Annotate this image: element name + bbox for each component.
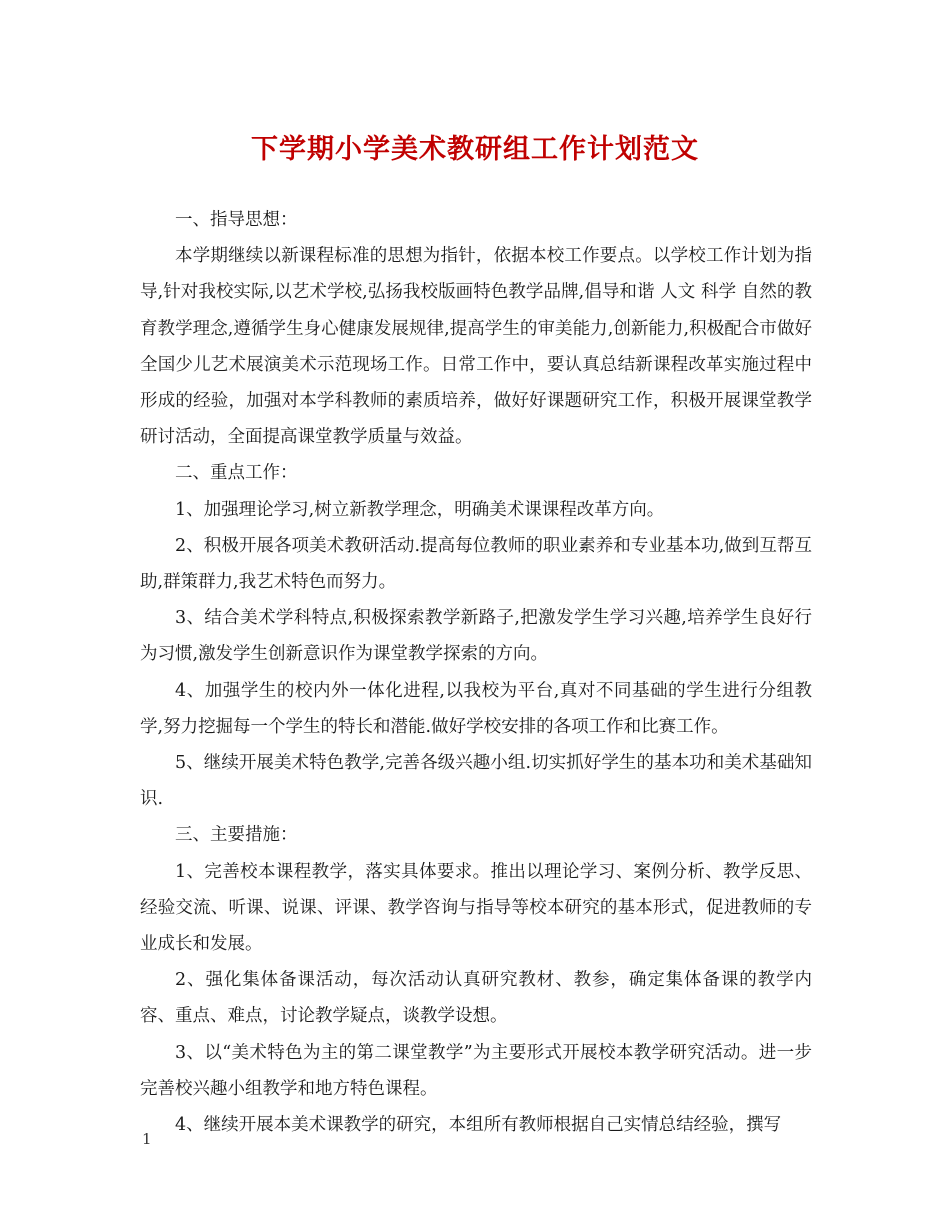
document-body [140,202,812,1143]
section-heading-guiding-thought: 一、指导思想： [175,210,298,230]
list-item: 4、加强学生的校内外一体化进程,以我校为平台,真对不同基础的学生进行分组教学,努力挖掘每一个学生的特长和潜能.做好学校安排的各项工作和比赛工作。 [140,680,812,737]
list-item: 1、加强理论学习,树立新教学理念，明确美术课课程改革方向。 [175,499,665,520]
list-item: 2、强化集体备课活动，每次活动认真研究教材、教参，确定集体备课的教学内容、重点、难点，讨论教学疑点，谈教学设想。 [140,970,812,1027]
paragraph: 本学期继续以新课程标准的思想为指针，依据本校工作要点。以学校工作计划为指导,针对我校实际,以艺术学校,弘扬我校版画特色教学品牌,倡导和谐 人文 科学 自然的教育教学理念,遵循学生身心健康发展规律,提高学生的审美能力,创新能力,积极配合市做好全国少儿艺术展演美术示范现场工作。日常工作中，要认真总结新课程改革实施过程中形成的经验，加强对本学科教师的素质培养，做好好课题研究工作，积极开展课堂教学研讨活动，全面提高课堂教学质量与效益。 [140,246,812,448]
page-number: 1 [142,1130,152,1148]
section-heading-main-measures: 三、主要措施： [175,825,298,846]
list-item: 2、积极开展各项美术教研活动.提高每位教师的职业素养和专业基本功,做到互帮互助,群策群力,我艺术特色而努力。 [140,535,812,593]
list-item: 4、继续开展本美术课教学的研究，本组所有教师根据自己实情总结经验，撰写 [175,1115,782,1136]
section-heading-key-work: 二、重点工作： [175,463,298,484]
document-title: 下学期小学美术教研组工作计划范文 [251,134,699,165]
list-item: 1、完善校本课程教学，落实具体要求。推出以理论学习、案例分析、教学反思、经验交流、听课、说课、评课、教学咨询与指导等校本研究的基本形式，促进教师的专业成长和发展。 [140,861,812,955]
list-item: 3、结合美术学科特点,积极探索教学新路子,把激发学生学习兴趣,培养学生良好行为习惯,激发学生创新意识作为课堂教学探索的方向。 [140,608,812,665]
list-item: 5、继续开展美术特色教学,完善各级兴趣小组.切实抓好学生的基本功和美术基础知识. [140,753,812,810]
list-item: 3、以“美术特色为主的第二课堂教学”为主要形式开展校本教学研究活动。进一步完善校兴趣小组教学和地方特色课程。 [140,1042,812,1099]
